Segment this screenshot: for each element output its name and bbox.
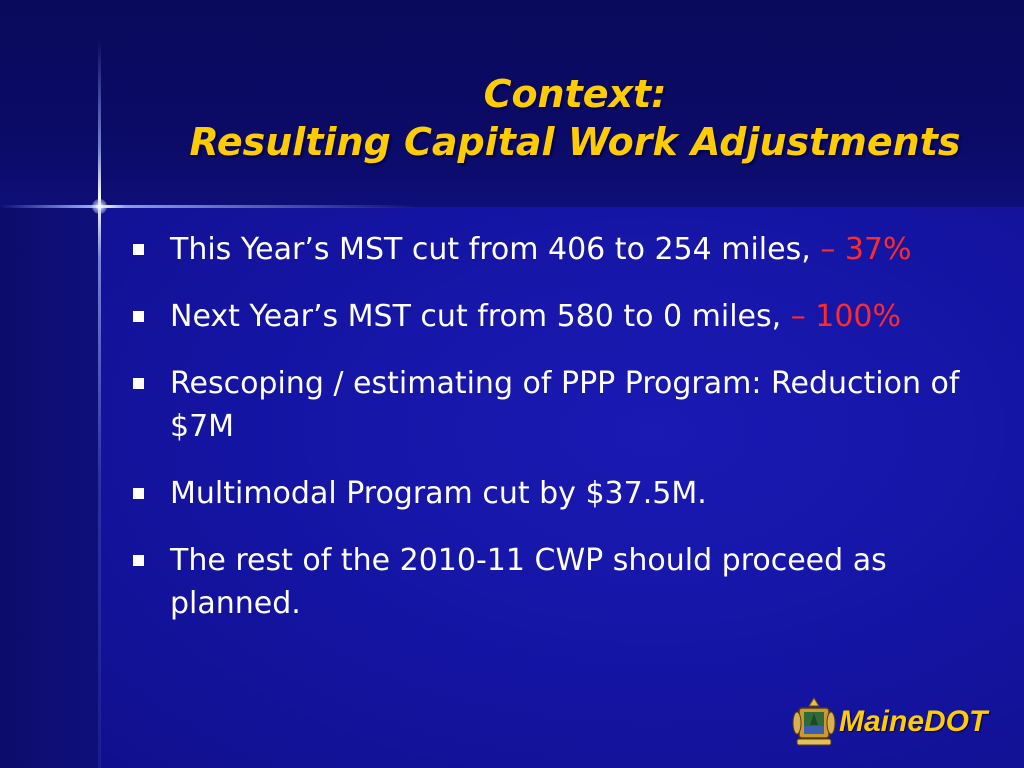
bullet-text: Next Year’s MST cut from 580 to 0 miles, [170,299,791,334]
logo-text: MaineDOT [839,705,988,738]
square-bullet-icon [133,378,144,389]
bullet-list [130,228,1000,649]
sparkle-icon [92,199,107,214]
left-band [0,207,100,768]
square-bullet-icon [133,488,144,499]
bullet-text: The rest of the 2010-11 CWP should proceed as planned. [170,543,887,621]
bullet-item [130,472,1000,515]
bullet-item [130,539,1000,625]
bullet-item [130,362,1000,448]
bullet-item [130,295,1000,338]
slide-title [140,70,1010,166]
glow-line-vertical [98,40,101,768]
bullet-item [130,228,1000,271]
bullet-accent: – 100% [790,299,902,334]
bullet-text: Multimodal Program cut by $37.5M. [170,476,707,511]
bullet-accent: – 37% [820,232,912,267]
glow-line-horizontal [0,205,420,208]
square-bullet-icon [133,244,144,255]
mainedot-logo [792,694,987,750]
maine-seal-icon [792,696,836,748]
square-bullet-icon [133,555,144,566]
title-line-2: Resulting Capital Work Adjustments [189,120,961,164]
title-line-1: Context: [483,72,667,116]
bullet-text: This Year’s MST cut from 406 to 254 miles, [170,232,821,267]
bullet-text: Rescoping / estimating of PPP Program: Reduction of $7M [170,366,960,444]
square-bullet-icon [133,311,144,322]
